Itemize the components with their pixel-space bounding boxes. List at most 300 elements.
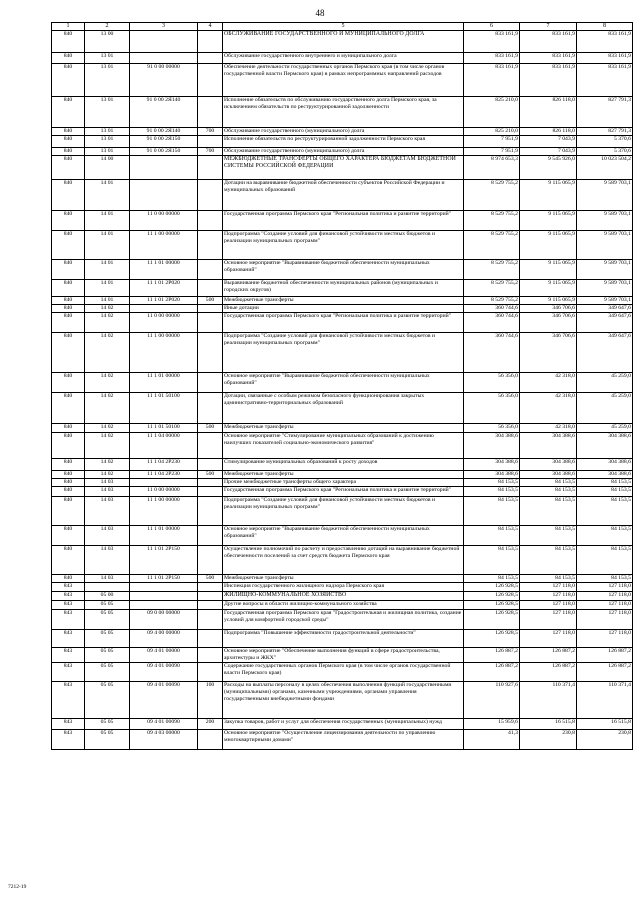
cell-expense-type xyxy=(198,231,223,260)
cell-description: Основное мероприятие "Осуществление лицензирования деятельности по управлению многоквартирными домами" xyxy=(223,730,464,750)
cell-section-code xyxy=(85,583,130,592)
cell-amount-2020: 833 161,9 xyxy=(464,64,520,97)
cell-target-article: 11 0 00 00000 xyxy=(130,487,198,497)
cell-section-code: 14 03 xyxy=(85,546,130,575)
cell-amount-2020: 110 927,6 xyxy=(464,682,520,719)
cell-expense-type: 700 xyxy=(198,128,223,136)
cell-amount-2020: 56 356,0 xyxy=(464,373,520,393)
cell-description: Основное мероприятие "Стимулирование муниципальных образований к достижению наилучших показателей социально-экономического развития" xyxy=(223,433,464,459)
cell-amount-2022: 84 153,5 xyxy=(577,479,633,487)
cell-target-article: 11 0 00 00000 xyxy=(130,211,198,231)
cell-amount-2022: 349 647,6 xyxy=(577,313,633,333)
cell-amount-2020: 84 153,5 xyxy=(464,546,520,575)
cell-target-article: 11 1 00 00000 xyxy=(130,497,198,526)
cell-amount-2021: 9 115 065,9 xyxy=(520,180,577,211)
cell-amount-2022: 9 589 703,1 xyxy=(577,260,633,280)
cell-target-article: 11 0 00 00000 xyxy=(130,313,198,333)
cell-admin-code: 840 xyxy=(52,128,85,136)
cell-section-code: 05 05 xyxy=(85,610,130,630)
cell-description: Межбюджетные трансферты xyxy=(223,424,464,433)
header-row xyxy=(52,23,633,31)
cell-amount-2022: 45 259,0 xyxy=(577,424,633,433)
cell-amount-2021: 127 118,0 xyxy=(520,583,577,592)
cell-section-code: 05 05 xyxy=(85,719,130,730)
cell-target-article: 11 1 04 2P230 xyxy=(130,459,198,471)
cell-amount-2020: 126 887,2 xyxy=(464,648,520,663)
cell-description: Прочие межбюджетные трансферты общего характера xyxy=(223,479,464,487)
cell-section-code: 13 01 xyxy=(85,97,130,128)
table-row xyxy=(52,583,633,592)
cell-target-article: 91 0 00 00000 xyxy=(130,64,198,97)
cell-amount-2021: 126 887,2 xyxy=(520,663,577,682)
header-col-3: 3 xyxy=(130,23,198,31)
cell-amount-2021: 127 118,0 xyxy=(520,630,577,648)
cell-admin-code: 840 xyxy=(52,575,85,583)
header-col-6: 6 xyxy=(464,23,520,31)
cell-admin-code: 840 xyxy=(52,424,85,433)
cell-target-article: 11 1 00 00000 xyxy=(130,231,198,260)
cell-expense-type xyxy=(198,64,223,97)
cell-amount-2022: 10 023 504,2 xyxy=(577,156,633,180)
cell-target-article: 11 1 01 00000 xyxy=(130,373,198,393)
cell-amount-2021: 42 318,0 xyxy=(520,373,577,393)
cell-expense-type xyxy=(198,373,223,393)
cell-target-article: 11 1 04 2P230 xyxy=(130,471,198,479)
cell-admin-code: 843 xyxy=(52,663,85,682)
cell-description: Обслуживание государственного (муниципального) долга xyxy=(223,128,464,136)
cell-admin-code: 840 xyxy=(52,546,85,575)
footer-code: 7212-19 xyxy=(8,884,27,890)
cell-amount-2020: 126 928,5 xyxy=(464,610,520,630)
cell-target-article: 09 4 01 00090 xyxy=(130,663,198,682)
cell-admin-code: 843 xyxy=(52,601,85,610)
cell-admin-code: 840 xyxy=(52,433,85,459)
cell-section-code: 13 00 xyxy=(85,31,130,53)
table-row xyxy=(52,136,633,148)
table-row xyxy=(52,97,633,128)
cell-amount-2022: 304 388,6 xyxy=(577,471,633,479)
header-col-5: 5 xyxy=(223,23,464,31)
cell-description: Государственная программа Пермского края "Градостроительная и жилищная политика, создание условий для комфортной городской среды" xyxy=(223,610,464,630)
cell-description: Другие вопросы в области жилищно-коммунального хозяйства xyxy=(223,601,464,610)
cell-admin-code: 840 xyxy=(52,459,85,471)
cell-admin-code: 843 xyxy=(52,610,85,630)
cell-amount-2022: 16 515,8 xyxy=(577,719,633,730)
budget-table xyxy=(51,22,633,750)
cell-target-article xyxy=(130,601,198,610)
cell-target-article: 11 1 01 00000 xyxy=(130,260,198,280)
cell-admin-code: 843 xyxy=(52,630,85,648)
cell-expense-type xyxy=(198,459,223,471)
cell-admin-code: 840 xyxy=(52,231,85,260)
cell-admin-code: 840 xyxy=(52,156,85,180)
cell-description: МЕЖБЮДЖЕТНЫЕ ТРАНСФЕРТЫ ОБЩЕГО ХАРАКТЕРА БЮДЖЕТАМ БЮДЖЕТНОЙ СИСТЕМЫ РОССИЙСКОЙ ФЕДЕРАЦИИ xyxy=(223,156,464,180)
cell-amount-2020: 304 388,6 xyxy=(464,433,520,459)
cell-target-article: 09 4 01 00000 xyxy=(130,648,198,663)
cell-section-code: 05 05 xyxy=(85,663,130,682)
cell-target-article xyxy=(130,180,198,211)
cell-admin-code: 843 xyxy=(52,648,85,663)
header-col-2: 2 xyxy=(85,23,130,31)
cell-amount-2022: 5 370,6 xyxy=(577,148,633,156)
cell-amount-2022: 9 589 703,1 xyxy=(577,180,633,211)
cell-description: Подпрограмма "Создание условий для финансовой устойчивости местных бюджетов и реализации муниципальных программ" xyxy=(223,333,464,373)
cell-target-article: 91 0 00 2Я140 xyxy=(130,128,198,136)
cell-amount-2020: 126 928,5 xyxy=(464,601,520,610)
cell-description: Обслуживание государственного (муниципального) долга xyxy=(223,148,464,156)
cell-amount-2021: 826 118,0 xyxy=(520,97,577,128)
cell-admin-code: 840 xyxy=(52,180,85,211)
cell-admin-code: 840 xyxy=(52,211,85,231)
cell-section-code: 14 03 xyxy=(85,526,130,546)
table-row xyxy=(52,393,633,424)
cell-amount-2020: 304 388,6 xyxy=(464,459,520,471)
cell-target-article xyxy=(130,592,198,601)
cell-description: Дотации на выравнивание бюджетной обеспеченности субъектов Российской Федерации и муниципальных образований xyxy=(223,180,464,211)
cell-amount-2022: 304 388,6 xyxy=(577,433,633,459)
cell-amount-2021: 126 887,2 xyxy=(520,648,577,663)
cell-expense-type xyxy=(198,648,223,663)
cell-description: Осуществление полномочий по расчету и предоставлению дотаций на выравнивание бюджетной обеспеченности поселений за счет средств бюджета Пермского края xyxy=(223,546,464,575)
cell-section-code: 13 01 xyxy=(85,53,130,64)
cell-target-article: 09 0 00 00000 xyxy=(130,610,198,630)
cell-amount-2021: 9 115 065,9 xyxy=(520,280,577,297)
cell-admin-code: 840 xyxy=(52,64,85,97)
cell-target-article xyxy=(130,583,198,592)
table-row xyxy=(52,648,633,663)
cell-expense-type: 100 xyxy=(198,682,223,719)
cell-amount-2020: 84 153,5 xyxy=(464,497,520,526)
table-row xyxy=(52,333,633,373)
cell-amount-2020: 833 161,9 xyxy=(464,53,520,64)
cell-amount-2021: 127 118,0 xyxy=(520,601,577,610)
cell-description: Инспекция государственного жилищного надзора Пермского края xyxy=(223,583,464,592)
table-row xyxy=(52,280,633,297)
cell-section-code: 14 01 xyxy=(85,211,130,231)
table-row xyxy=(52,497,633,526)
cell-amount-2022: 110 371,4 xyxy=(577,682,633,719)
cell-amount-2022: 827 791,3 xyxy=(577,97,633,128)
cell-section-code: 14 02 xyxy=(85,433,130,459)
cell-amount-2020: 84 153,5 xyxy=(464,526,520,546)
cell-target-article: 11 1 01 2P150 xyxy=(130,575,198,583)
cell-expense-type xyxy=(198,730,223,750)
cell-amount-2021: 9 115 065,9 xyxy=(520,211,577,231)
cell-section-code: 05 05 xyxy=(85,730,130,750)
table-row xyxy=(52,719,633,730)
cell-amount-2022: 833 161,9 xyxy=(577,64,633,97)
cell-section-code: 14 03 xyxy=(85,575,130,583)
table-row xyxy=(52,730,633,750)
table-row xyxy=(52,601,633,610)
cell-section-code: 14 01 xyxy=(85,280,130,297)
cell-amount-2021: 346 706,6 xyxy=(520,333,577,373)
cell-section-code: 05 05 xyxy=(85,682,130,719)
cell-admin-code: 840 xyxy=(52,148,85,156)
table-row xyxy=(52,487,633,497)
cell-amount-2021: 9 115 065,9 xyxy=(520,297,577,305)
table-row xyxy=(52,53,633,64)
cell-amount-2022: 827 791,3 xyxy=(577,128,633,136)
cell-amount-2020: 126 928,5 xyxy=(464,583,520,592)
cell-amount-2020: 84 153,5 xyxy=(464,575,520,583)
cell-amount-2021: 9 115 065,9 xyxy=(520,260,577,280)
cell-description: Стимулирование муниципальных образований к росту доходов xyxy=(223,459,464,471)
cell-amount-2020: 84 153,5 xyxy=(464,479,520,487)
cell-description: Основное мероприятие "Выравнивание бюджетной обеспеченности муниципальных образований" xyxy=(223,526,464,546)
cell-section-code: 14 02 xyxy=(85,424,130,433)
cell-amount-2021: 84 153,5 xyxy=(520,479,577,487)
table-row xyxy=(52,211,633,231)
table-row xyxy=(52,630,633,648)
cell-expense-type xyxy=(198,610,223,630)
cell-section-code: 14 01 xyxy=(85,297,130,305)
cell-amount-2020: 126 887,2 xyxy=(464,663,520,682)
cell-target-article xyxy=(130,156,198,180)
cell-description: Закупка товаров, работ и услуг для обеспечения государственных (муниципальных) нужд xyxy=(223,719,464,730)
table-row xyxy=(52,31,633,53)
cell-section-code: 05 00 xyxy=(85,592,130,601)
cell-description: Выравнивание бюджетной обеспеченности муниципальных районов (муниципальных и городских округов) xyxy=(223,280,464,297)
table-row xyxy=(52,64,633,97)
cell-section-code: 14 02 xyxy=(85,333,130,373)
cell-target-article: 09 4 00 00000 xyxy=(130,630,198,648)
cell-target-article: 91 0 00 2Я150 xyxy=(130,148,198,156)
table-row xyxy=(52,592,633,601)
cell-admin-code: 840 xyxy=(52,136,85,148)
cell-expense-type: 500 xyxy=(198,424,223,433)
cell-expense-type: 500 xyxy=(198,471,223,479)
cell-amount-2020: 825 210,0 xyxy=(464,97,520,128)
cell-amount-2021: 16 515,8 xyxy=(520,719,577,730)
table-row xyxy=(52,305,633,313)
cell-admin-code: 840 xyxy=(52,280,85,297)
cell-amount-2020: 7 951,9 xyxy=(464,148,520,156)
cell-amount-2022: 84 153,5 xyxy=(577,487,633,497)
table-row xyxy=(52,459,633,471)
cell-amount-2020: 8 529 755,2 xyxy=(464,280,520,297)
cell-expense-type: 500 xyxy=(198,575,223,583)
cell-section-code: 14 02 xyxy=(85,459,130,471)
cell-amount-2021: 833 161,9 xyxy=(520,31,577,53)
cell-description: Дотации, связанные с особым режимом безопасного функционирования закрытых административно-территориальных образований xyxy=(223,393,464,424)
cell-admin-code: 840 xyxy=(52,373,85,393)
cell-amount-2021: 833 161,9 xyxy=(520,53,577,64)
cell-amount-2021: 9 115 065,9 xyxy=(520,231,577,260)
cell-amount-2022: 349 647,6 xyxy=(577,305,633,313)
cell-expense-type xyxy=(198,526,223,546)
cell-amount-2020: 8 974 653,3 xyxy=(464,156,520,180)
table-row xyxy=(52,479,633,487)
cell-amount-2021: 84 153,5 xyxy=(520,487,577,497)
cell-amount-2020: 833 161,9 xyxy=(464,31,520,53)
cell-amount-2021: 7 043,9 xyxy=(520,148,577,156)
cell-admin-code: 840 xyxy=(52,297,85,305)
cell-amount-2021: 833 161,9 xyxy=(520,64,577,97)
cell-section-code: 13 01 xyxy=(85,64,130,97)
cell-target-article xyxy=(130,31,198,53)
cell-section-code: 14 02 xyxy=(85,471,130,479)
cell-amount-2020: 126 928,5 xyxy=(464,592,520,601)
cell-amount-2021: 127 118,0 xyxy=(520,610,577,630)
cell-target-article: 11 1 01 00000 xyxy=(130,526,198,546)
cell-target-article: 11 1 01 2P020 xyxy=(130,280,198,297)
cell-amount-2020: 7 951,9 xyxy=(464,136,520,148)
cell-amount-2021: 7 043,9 xyxy=(520,136,577,148)
cell-expense-type xyxy=(198,487,223,497)
cell-description: ОБСЛУЖИВАНИЕ ГОСУДАРСТВЕННОГО И МУНИЦИПАЛЬНОГО ДОЛГА xyxy=(223,31,464,53)
cell-target-article: 11 1 00 00000 xyxy=(130,333,198,373)
cell-description: Межбюджетные трансферты xyxy=(223,471,464,479)
cell-admin-code: 843 xyxy=(52,719,85,730)
cell-amount-2021: 84 153,5 xyxy=(520,497,577,526)
table-row xyxy=(52,682,633,719)
cell-target-article: 11 1 04 00000 xyxy=(130,433,198,459)
cell-amount-2020: 304 388,6 xyxy=(464,471,520,479)
cell-admin-code: 840 xyxy=(52,479,85,487)
cell-expense-type xyxy=(198,260,223,280)
cell-amount-2022: 127 118,0 xyxy=(577,610,633,630)
header-col-7: 7 xyxy=(520,23,577,31)
table-row xyxy=(52,260,633,280)
cell-expense-type xyxy=(198,211,223,231)
cell-description: Основное мероприятие "Обеспечение выполнения функций в сфере градостроительства, архитектуры и ЖКХ" xyxy=(223,648,464,663)
cell-amount-2022: 349 647,6 xyxy=(577,333,633,373)
cell-amount-2022: 833 161,9 xyxy=(577,31,633,53)
cell-section-code: 14 03 xyxy=(85,479,130,487)
cell-admin-code: 840 xyxy=(52,526,85,546)
cell-amount-2020: 8 529 755,2 xyxy=(464,211,520,231)
cell-admin-code: 840 xyxy=(52,497,85,526)
cell-expense-type xyxy=(198,546,223,575)
cell-target-article: 09 4 01 00090 xyxy=(130,682,198,719)
cell-expense-type xyxy=(198,180,223,211)
cell-section-code: 14 01 xyxy=(85,260,130,280)
cell-description: Межбюджетные трансферты xyxy=(223,575,464,583)
cell-amount-2022: 9 589 703,1 xyxy=(577,280,633,297)
cell-target-article: 09 4 01 00090 xyxy=(130,719,198,730)
cell-description: Исполнение обязательств по реструктурированной задолженности Пермского края xyxy=(223,136,464,148)
cell-description: Основное мероприятие "Выравнивание бюджетной обеспеченности муниципальных образований" xyxy=(223,373,464,393)
cell-section-code: 14 02 xyxy=(85,313,130,333)
page-number: 48 xyxy=(315,8,325,18)
cell-section-code: 14 02 xyxy=(85,305,130,313)
cell-expense-type xyxy=(198,305,223,313)
cell-amount-2021: 42 318,0 xyxy=(520,393,577,424)
cell-amount-2022: 127 118,0 xyxy=(577,583,633,592)
cell-amount-2021: 304 388,6 xyxy=(520,433,577,459)
cell-amount-2021: 42 318,0 xyxy=(520,424,577,433)
cell-admin-code: 840 xyxy=(52,305,85,313)
cell-amount-2022: 45 259,0 xyxy=(577,393,633,424)
cell-admin-code: 840 xyxy=(52,313,85,333)
cell-amount-2021: 826 118,0 xyxy=(520,128,577,136)
cell-admin-code: 843 xyxy=(52,730,85,750)
cell-expense-type xyxy=(198,156,223,180)
table-row xyxy=(52,471,633,479)
cell-amount-2021: 84 153,5 xyxy=(520,526,577,546)
cell-amount-2022: 127 118,0 xyxy=(577,630,633,648)
cell-description: Обеспечение деятельности государственных органов Пермского края (в том числе органов государственной власти Пермского края) в рамках непрограммных направлений расходов xyxy=(223,64,464,97)
cell-target-article: 91 0 00 2Я140 xyxy=(130,97,198,128)
cell-amount-2022: 9 589 703,1 xyxy=(577,297,633,305)
cell-section-code: 13 01 xyxy=(85,128,130,136)
cell-target-article xyxy=(130,305,198,313)
cell-amount-2022: 230,8 xyxy=(577,730,633,750)
cell-description: Содержание государственных органов Пермского края (в том числе органов государственной власти Пермского края) xyxy=(223,663,464,682)
cell-expense-type xyxy=(198,31,223,53)
cell-target-article xyxy=(130,479,198,487)
header-col-1: 1 xyxy=(52,23,85,31)
cell-amount-2022: 833 161,9 xyxy=(577,53,633,64)
cell-amount-2022: 127 118,0 xyxy=(577,592,633,601)
cell-expense-type xyxy=(198,97,223,128)
cell-admin-code: 843 xyxy=(52,592,85,601)
cell-expense-type xyxy=(198,583,223,592)
cell-admin-code: 840 xyxy=(52,260,85,280)
cell-expense-type xyxy=(198,601,223,610)
cell-target-article: 11 1 01 50100 xyxy=(130,424,198,433)
cell-section-code: 14 00 xyxy=(85,156,130,180)
cell-amount-2021: 304 388,6 xyxy=(520,471,577,479)
cell-description: Подпрограмма "Повышение эффективности градостроительной деятельности" xyxy=(223,630,464,648)
header-col-8: 8 xyxy=(577,23,633,31)
cell-amount-2022: 127 118,0 xyxy=(577,601,633,610)
cell-expense-type xyxy=(198,497,223,526)
cell-expense-type xyxy=(198,313,223,333)
cell-admin-code: 843 xyxy=(52,682,85,719)
cell-description: Государственная программа Пермского края "Региональная политика и развитие территорий" xyxy=(223,487,464,497)
cell-amount-2020: 8 529 755,2 xyxy=(464,297,520,305)
cell-expense-type xyxy=(198,663,223,682)
cell-section-code: 14 01 xyxy=(85,180,130,211)
table-row xyxy=(52,313,633,333)
table-row xyxy=(52,575,633,583)
cell-expense-type xyxy=(198,592,223,601)
cell-expense-type xyxy=(198,333,223,373)
table-row xyxy=(52,610,633,630)
cell-amount-2021: 84 153,5 xyxy=(520,575,577,583)
cell-description: Межбюджетные трансферты xyxy=(223,297,464,305)
cell-admin-code: 843 xyxy=(52,583,85,592)
cell-amount-2022: 9 589 703,1 xyxy=(577,211,633,231)
cell-description: Государственная программа Пермского края "Региональная политика и развитие территорий" xyxy=(223,211,464,231)
cell-amount-2020: 360 744,6 xyxy=(464,333,520,373)
cell-admin-code: 840 xyxy=(52,97,85,128)
cell-section-code: 14 01 xyxy=(85,231,130,260)
cell-amount-2022: 84 153,5 xyxy=(577,497,633,526)
cell-amount-2020: 8 529 755,2 xyxy=(464,231,520,260)
table-row xyxy=(52,424,633,433)
cell-amount-2022: 304 388,6 xyxy=(577,459,633,471)
table-row xyxy=(52,526,633,546)
cell-expense-type xyxy=(198,53,223,64)
cell-target-article: 91 0 00 2Я150 xyxy=(130,136,198,148)
cell-amount-2020: 825 210,0 xyxy=(464,128,520,136)
table-row xyxy=(52,663,633,682)
table-row xyxy=(52,546,633,575)
cell-description: Подпрограмма "Создание условий для финансовой устойчивости местных бюджетов и реализации муниципальных программ" xyxy=(223,231,464,260)
cell-amount-2022: 84 153,5 xyxy=(577,526,633,546)
cell-amount-2021: 9 545 926,0 xyxy=(520,156,577,180)
cell-section-code: 14 02 xyxy=(85,393,130,424)
cell-expense-type xyxy=(198,433,223,459)
cell-expense-type xyxy=(198,630,223,648)
table-row xyxy=(52,180,633,211)
table-row xyxy=(52,148,633,156)
cell-amount-2021: 346 706,6 xyxy=(520,305,577,313)
cell-amount-2020: 41,3 xyxy=(464,730,520,750)
